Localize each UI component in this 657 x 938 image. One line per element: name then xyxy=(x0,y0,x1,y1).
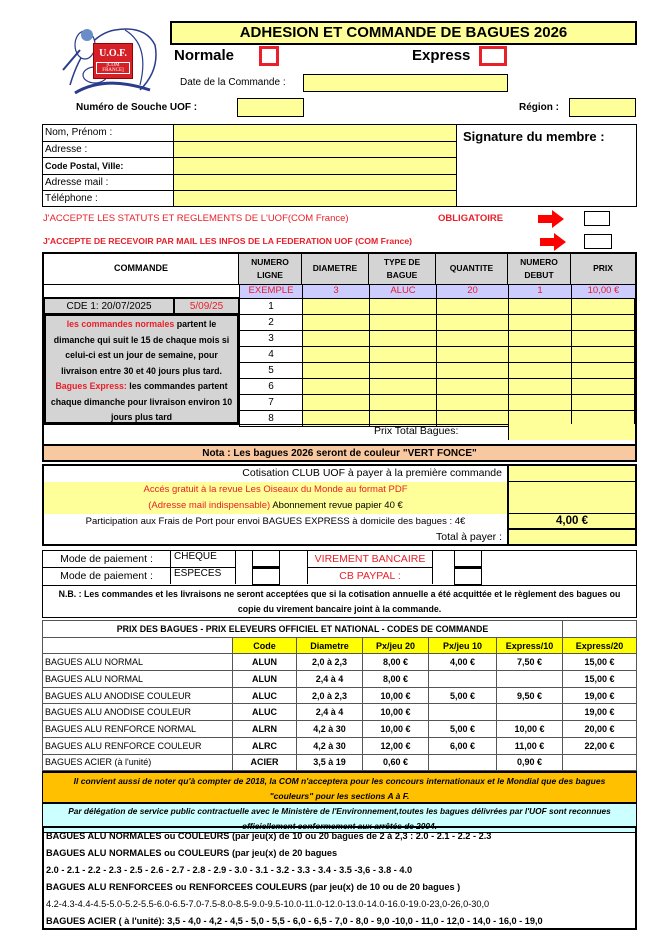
example-numero-debut: 1 xyxy=(508,285,571,298)
cde-label: CDE 1: 20/07/2025 xyxy=(44,298,174,314)
line-number: 3 xyxy=(240,331,303,347)
order-header-numero-ligne: NUMERO LIGNE xyxy=(239,254,302,284)
prix-input[interactable] xyxy=(572,331,635,347)
consent-mail-checkbox[interactable] xyxy=(584,234,612,249)
order-line xyxy=(240,379,635,395)
frais-port-label: Participation aux Frais de Port pour envoi BAGUES EXPRESS à domicile des bagues : 4€ xyxy=(85,516,466,527)
diametre-input[interactable] xyxy=(303,363,370,379)
type-input[interactable] xyxy=(370,379,437,395)
cotisation-input[interactable] xyxy=(507,466,635,482)
quantite-input[interactable] xyxy=(437,395,509,411)
numero-debut-input[interactable] xyxy=(509,347,572,363)
total-bagues-label: Prix Total Bagues: xyxy=(374,425,459,437)
order-header-numero-debut: NUMERO DEBUT xyxy=(508,254,571,284)
order-header-diametre: DIAMETRE xyxy=(302,254,369,284)
note-delegation: Par délégation de service public contractuelle avec le Ministère de l'Environnement,toutes les bagues délivrées par l'UOF sont reconnues officiellement conformement aux arrêtés de 2004. xyxy=(42,803,637,833)
price-col-code: Code xyxy=(233,637,297,654)
virement-label: VIREMENT BANCAIRE xyxy=(307,551,433,568)
line-number: 4 xyxy=(240,347,303,363)
code-postal-input[interactable] xyxy=(174,158,456,175)
sizes-line: 2.0 - 2.1 - 2.2 - 2.3 - 2.5 - 2.6 - 2.7 - 2.8 - 2.9 - 3.0 - 3.1 - 3.2 - 3.3 - 3.4 - 3.5 -3,6 - 3.8 - 4.0 xyxy=(46,865,413,875)
prix-input[interactable] xyxy=(572,363,635,379)
numero-debut-input[interactable] xyxy=(509,315,572,331)
field-label-telephone: Téléphone : xyxy=(45,193,98,205)
example-label: EXEMPLE xyxy=(239,285,302,298)
especes-label: ESPECES xyxy=(171,568,236,584)
order-line xyxy=(240,315,635,331)
sizes-line: BAGUES ALU RENFORCEES ou RENFORCEES COULEURS (par jeu(x) de 10 ou de 20 bagues ) xyxy=(46,882,461,892)
order-header-type: TYPE DE BAGUE xyxy=(369,254,436,284)
price-row: BAGUES ALU NORMAL ALUN 2,4 à 4 8,00 € 15,00 € xyxy=(43,671,637,688)
quantite-input[interactable] xyxy=(437,331,509,347)
type-input[interactable] xyxy=(370,347,437,363)
payment-mode-label: Mode de paiement : xyxy=(43,551,171,568)
virement-checkbox[interactable] xyxy=(454,550,482,568)
sizes-list xyxy=(42,826,637,930)
line-number: 2 xyxy=(240,315,303,331)
numero-debut-input[interactable] xyxy=(509,363,572,379)
quantite-input[interactable] xyxy=(437,363,509,379)
revue-info: Accés gratuit à la revue Les Oiseaux du Monde au format PDF (Adresse mail indispensable) Abonnement revue papier 40 € xyxy=(44,482,507,514)
example-type: ALUC xyxy=(369,285,436,298)
type-input[interactable] xyxy=(370,315,437,331)
quantite-input[interactable] xyxy=(437,379,509,395)
arrow-right-icon xyxy=(538,210,564,228)
field-label-code-postal: Code Postal, Ville: xyxy=(43,158,173,175)
nom-input[interactable] xyxy=(174,125,456,142)
diametre-input[interactable] xyxy=(303,299,370,315)
price-col-px20: Px/jeu 20 xyxy=(363,637,429,654)
order-line xyxy=(240,395,635,411)
consent-mail-text: J'ACCEPTE DE RECEVOIR PAR MAIL LES INFOS DE LA FEDERATION UOF (COM France) xyxy=(43,236,413,246)
abonnement-input[interactable] xyxy=(507,482,635,514)
numero-debut-input[interactable] xyxy=(509,395,572,411)
payment-mode-block xyxy=(42,550,637,618)
member-info-block xyxy=(42,124,637,207)
type-input[interactable] xyxy=(370,299,437,315)
prix-input[interactable] xyxy=(572,299,635,315)
prix-input[interactable] xyxy=(572,315,635,331)
quantite-input[interactable] xyxy=(437,315,509,331)
order-line xyxy=(240,363,635,379)
logo-com-france-text: [COM FRANCE] xyxy=(96,62,130,74)
souche-input[interactable] xyxy=(237,98,304,117)
express-label: Express xyxy=(412,47,471,64)
order-line xyxy=(240,347,635,363)
order-line xyxy=(240,331,635,347)
order-line xyxy=(240,299,635,315)
signature-area[interactable] xyxy=(458,149,636,205)
telephone-input[interactable] xyxy=(174,191,456,206)
consent-statuts-checkbox[interactable] xyxy=(584,211,610,226)
date-input[interactable] xyxy=(303,74,508,92)
diametre-input[interactable] xyxy=(303,379,370,395)
price-row: BAGUES ALU RENFORCE COULEUR ALRC 4,2 à 30 12,00 € 6,00 € 11,00 € 22,00 € xyxy=(43,737,637,754)
obligatoire-label: OBLIGATOIRE xyxy=(438,213,504,224)
nb-text: N.B. : Les commandes et les livraisons ne seront acceptées que si la cotisation annuelle a été acquittée et le règlement des bagues ou copie du virement bancaire joint à la commande. xyxy=(43,585,636,617)
price-row: BAGUES ALU ANODISE COULEUR ALUC 2,4 à 4 10,00 € 19,00 € xyxy=(43,704,637,721)
example-diametre: 3 xyxy=(302,285,369,298)
order-lines xyxy=(239,298,635,427)
arrow-right-icon xyxy=(540,233,566,251)
cheque-label: CHEQUE xyxy=(171,551,236,568)
frais-port-value: 4,00 € xyxy=(507,514,635,530)
order-header-prix: PRIX xyxy=(571,254,635,284)
quantite-input[interactable] xyxy=(437,347,509,363)
sizes-line: 4.2-4.3-4.4-4.5-5.0-5.2-5.5-6.0-6.5-7.0-7.5-8.0-8.5-9.0-9.5-10.0-11.0-12.0-13.0-14.0-16.0-19.0-23,0-26,0-30,0 xyxy=(46,899,490,909)
prix-input[interactable] xyxy=(572,347,635,363)
page-title: ADHESION ET COMMANDE DE BAGUES 2026 xyxy=(170,21,637,45)
order-header-quantite: QUANTITE xyxy=(436,254,508,284)
line-number: 1 xyxy=(240,299,303,315)
field-label-adresse: Adresse : xyxy=(43,142,173,159)
diametre-input[interactable] xyxy=(303,347,370,363)
cheque-checkbox[interactable] xyxy=(252,550,280,568)
uof-logo xyxy=(55,15,165,100)
sizes-line: BAGUES ALU NORMALES ou COULEURS (par jeu(x) de 20 bagues xyxy=(46,848,338,858)
cde-date: 5/09/25 xyxy=(174,298,239,314)
payment-summary xyxy=(42,464,637,546)
numero-debut-input[interactable] xyxy=(509,331,572,347)
price-col-label xyxy=(43,637,233,654)
payment-mode-label: Mode de paiement : xyxy=(43,568,171,584)
paypal-checkbox[interactable] xyxy=(454,568,482,585)
line-number: 5 xyxy=(240,363,303,379)
souche-label: Numéro de Souche UOF : xyxy=(76,102,198,113)
region-label: Région : xyxy=(519,102,559,113)
quantite-input[interactable] xyxy=(437,299,509,315)
price-row: BAGUES ALU ANODISE COULEUR ALUC 2,0 à 2,3 10,00 € 5,00 € 9,50 € 19,00 € xyxy=(43,687,637,704)
diametre-input[interactable] xyxy=(303,395,370,411)
paypal-label: CB PAYPAL : xyxy=(307,568,433,584)
type-input[interactable] xyxy=(370,363,437,379)
note-couleurs: Il convient aussi de noter qu'à compter de 2018, la COM n'acceptera pour les concours internationaux et le Mondial que des bagues "couleurs" pour les sections A à F. xyxy=(42,771,637,803)
field-label-email: Adresse mail : xyxy=(43,175,173,192)
adresse-input[interactable] xyxy=(174,142,456,159)
diametre-input[interactable] xyxy=(303,315,370,331)
diametre-input[interactable] xyxy=(303,331,370,347)
normale-label: Normale xyxy=(174,47,235,64)
date-label: Date de la Commande : xyxy=(180,77,286,88)
sizes-line: BAGUES ACIER ( à l'unité): 3,5 - 4,0 - 4,2 - 4,5 - 5,0 - 5,5 - 6,0 - 6,5 - 7,0 - 8,0 - 9,0 -10,0 - 11,0 - 12,0 - 14,0 - 16,0 - 19,0 xyxy=(46,916,543,926)
price-row: BAGUES ALU RENFORCE NORMAL ALRN 4,2 à 30 10,00 € 5,00 € 10,00 € 20,00 € xyxy=(43,721,637,738)
express-checkbox[interactable] xyxy=(479,46,507,66)
line-number: 8 xyxy=(240,411,303,427)
order-info-text: les commandes normales partent le dimanche qui suit le 15 de chaque mois si celui-ci est un jour de semaine, pour livraison entre 30 et 40 jours plus tard. Bagues Express: les commandes partent chaque dimanche pour livraison environ 10 jours plus tard xyxy=(44,314,239,424)
nota-text: Nota : Les bagues 2026 seront de couleur "VERT FONCE" xyxy=(44,444,635,460)
numero-debut-input[interactable] xyxy=(509,299,572,315)
prix-input[interactable] xyxy=(572,379,635,395)
price-row: BAGUES ACIER (à l'unité) ACIER 3,5 à 19 0,60 € 0,90 € xyxy=(43,754,637,771)
logo-uof-text: U.O.F. xyxy=(99,48,127,59)
price-col-express20: Express/20 xyxy=(563,637,637,654)
especes-checkbox[interactable] xyxy=(252,568,280,585)
price-table-block xyxy=(42,620,637,833)
line-number: 6 xyxy=(240,379,303,395)
type-input[interactable] xyxy=(370,395,437,411)
prix-input[interactable] xyxy=(572,395,635,411)
order-header-commande: COMMANDE xyxy=(44,254,239,284)
region-input[interactable] xyxy=(569,98,636,117)
price-col-express10: Express/10 xyxy=(497,637,563,654)
cotisation-label: Cotisation CLUB UOF à payer à la première commande xyxy=(242,467,502,479)
total-payer-input[interactable] xyxy=(507,530,635,544)
normale-checkbox[interactable] xyxy=(259,46,279,66)
order-table xyxy=(42,252,637,462)
signature-label: Signature du membre : xyxy=(463,129,605,144)
total-payer-label: Total à payer : xyxy=(436,531,502,543)
price-col-px10: Px/jeu 10 xyxy=(429,637,497,654)
type-input[interactable] xyxy=(370,331,437,347)
email-input[interactable] xyxy=(174,175,456,192)
consent-statuts-text: J'ACCEPTE LES STATUTS ET REGLEMENTS DE L'UOF(COM France) xyxy=(43,213,349,224)
price-col-diametre: Diametre xyxy=(297,637,363,654)
price-row: BAGUES ALU NORMAL ALUN 2,0 à 2,3 8,00 € 4,00 € 7,50 € 15,00 € xyxy=(43,654,637,671)
total-bagues-value[interactable] xyxy=(508,424,635,440)
line-number: 7 xyxy=(240,395,303,411)
example-quantite: 20 xyxy=(436,285,508,298)
field-label-nom: Nom, Prénom : xyxy=(43,125,173,142)
price-table xyxy=(42,620,637,771)
price-table-title: PRIX DES BAGUES - PRIX ELEVEURS OFFICIEL ET NATIONAL - CODES DE COMMANDE xyxy=(43,621,563,638)
numero-debut-input[interactable] xyxy=(509,379,572,395)
example-prix: 10,00 € xyxy=(571,285,635,298)
sizes-line: BAGUES ALU NORMALES ou COULEURS (par jeu(x) de 10 ou 20 bagues de 2 à 2,3 : 2.0 - 2.1 - 2.2 - 2.3 xyxy=(46,831,492,841)
